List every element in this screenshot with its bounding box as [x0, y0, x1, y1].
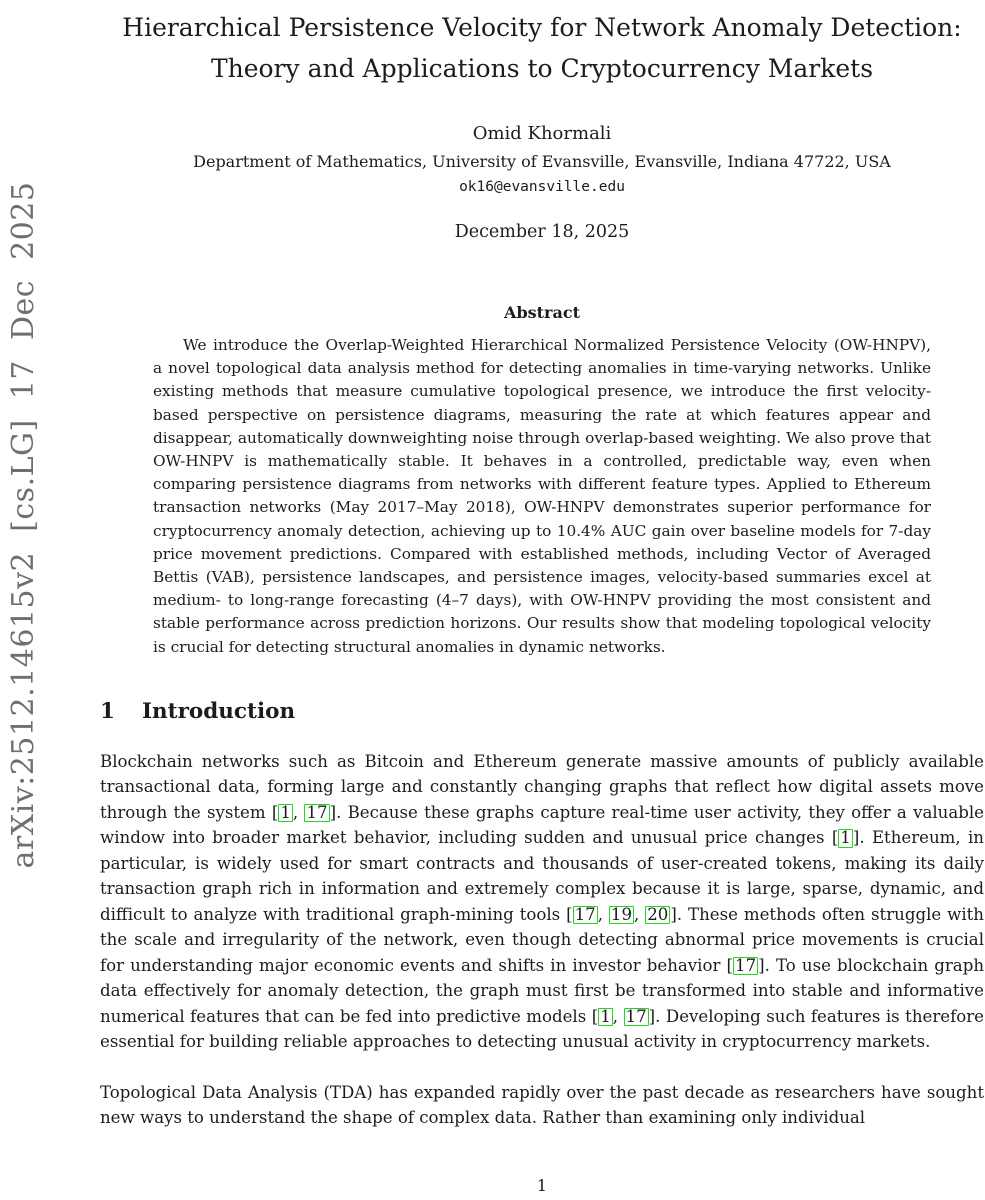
introduction-paragraph-1: Blockchain networks such as Bitcoin and Ethereum generate massive amounts of publicly available transactional data, forming large and constantly changing graphs that reflect how digital assets move through the system [ 1 , 17 ]. Because these graphs capture real-time user activity, they offer a valuable window into broader market behavior, including sudden and unusual price changes [ 1 ]. Ethereum, in particular, is widely used for smart contracts and thousands of user-created tokens, making its daily transaction graph rich in information and extremely complex because it is large, sparse, dynamic, and difficult to analyze with traditional graph-mining tools [ 17 , 19 , 20 ]. These methods often struggle with the scale and irregularity of the network, even though detecting abnormal price movements is crucial for understanding major economic events and shifts in investor behavior [ 17 ]. To use blockchain graph data effectively for anomaly detection, the graph must first be transformed into stable and informative numerical features that can be fed into predictive models [ 1 , 17 ]. Developing such features is therefore essential for building reliable approaches to detecting unusual activity in cryptocurrency markets.: [100, 751, 985, 1052]
citation-link[interactable]: 1: [600, 1006, 611, 1026]
section-title: Introduction: [141, 698, 296, 724]
citation-link[interactable]: 1: [840, 828, 851, 848]
section-heading-introduction: [100, 699, 984, 724]
abstract-heading: Abstract: [504, 303, 580, 322]
paper-title-line2: Theory and Applications to Cryptocurrency Markets: [210, 54, 874, 83]
paper-title-line1: Hierarchical Persistence Velocity for Network Anomaly Detection:: [122, 13, 962, 42]
citation-link[interactable]: 17: [574, 904, 596, 924]
citation-link[interactable]: 17: [306, 802, 328, 822]
author-affiliation: Department of Mathematics, University of Evansville, Evansville, Indiana 47722, USA: [193, 152, 891, 171]
introduction-paragraph-2: Topological Data Analysis (TDA) has expanded rapidly over the past decade as researchers have sought new ways to understand the shape of complex data. Rather than examining only individual: [100, 1082, 984, 1128]
author-name: Omid Khormali: [472, 123, 612, 144]
citation-link[interactable]: 20: [647, 904, 669, 924]
citation-link[interactable]: 19: [610, 904, 633, 924]
text-block: [100, 0, 984, 1131]
page-number: 1: [536, 1176, 548, 1195]
citation-link[interactable]: 1: [280, 802, 291, 822]
citation-link[interactable]: 17: [625, 1006, 647, 1026]
paper-title: [100, 0, 984, 89]
arxiv-watermark: arXiv:2512.14615v2 [cs.LG] 17 Dec 2025: [6, 181, 41, 869]
paper-date: December 18, 2025: [454, 222, 630, 242]
abstract-text: We introduce the Overlap-Weighted Hierarchical Normalized Persistence Velocity (OW-HNPV), a novel topological data analysis method for detecting anomalies in time-varying networks. Unlike existing methods that measure cumulative topological presence, we introduce the first velocity-based perspective on persistence diagrams, measuring the rate at which features appear and disappear, automatically downweighting noise through overlap-based weighting. We also prove that OW-HNPV is mathematically stable. It behaves in a controlled, predictable way, even when comparing persistence diagrams from networks with different feature types. Applied to Ethereum transaction networks (May 2017–May 2018), OW-HNPV demonstrates superior performance for cryptocurrency anomaly detection, achieving up to 10.4% AUC gain over baseline models for 7-day price movement predictions. Compared with established methods, including Vector of Averaged Bettis (VAB), persistence landscapes, and persistence images, velocity-based summaries excel at medium- to long-range forecasting (4–7 days), with OW-HNPV providing the most consistent and stable performance across prediction horizons. Our results show that modeling topological velocity is crucial for detecting structural anomalies in dynamic networks.: [153, 336, 931, 656]
citation-link[interactable]: 17: [735, 955, 757, 975]
author-email[interactable]: ok16@evansville.edu: [459, 179, 625, 195]
section-number: 1: [100, 698, 115, 724]
